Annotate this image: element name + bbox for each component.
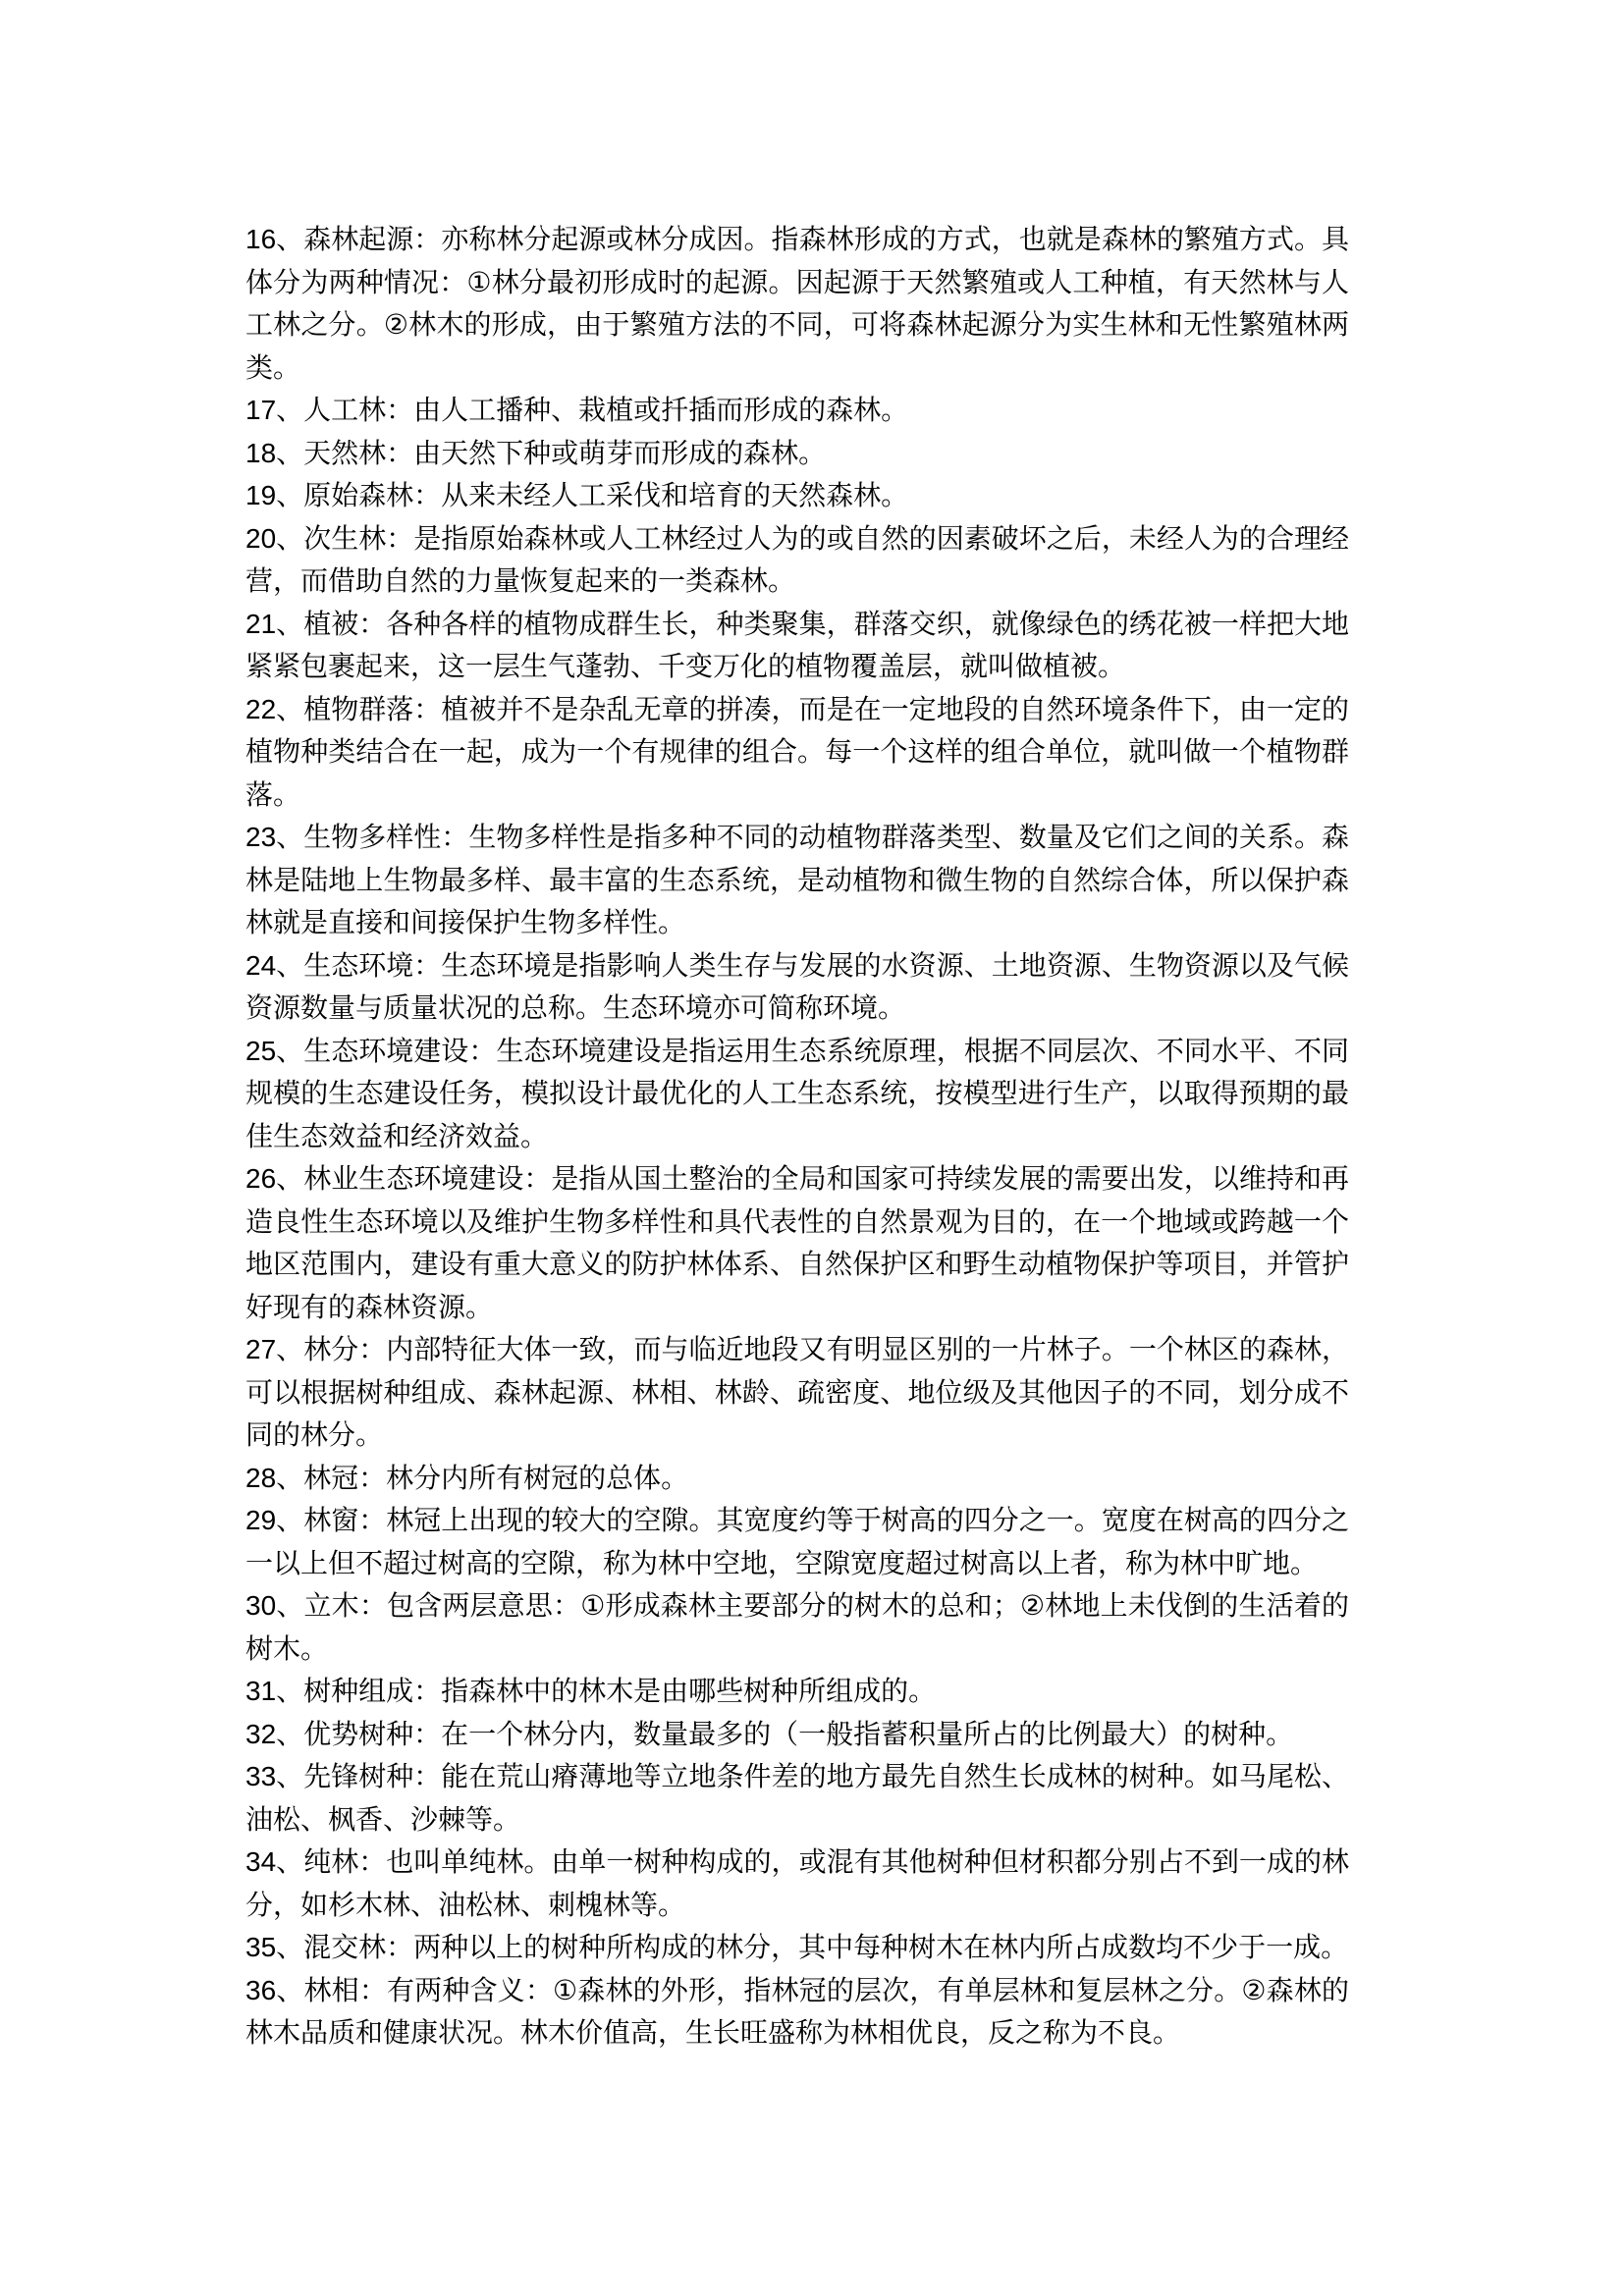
definition-item-20: 20、次生林：是指原始森林或人工林经过人为的或自然的因素破坏之后，未经人为的合理经营，而借助自然的力量恢复起来的一类森林。: [245, 522, 1349, 596]
definition-item-26: 26、林业生态环境建设：是指从国土整治的全局和国家可持续发展的需要出发，以维持和再造良性生态环境以及维护生物多样性和具代表性的自然景观为目的，在一个地域或跨越一个地区范围内，建设有重大意义的防护林体系、自然保护区和野生动植物保护等项目，并管护好现有的森林资源。: [245, 1163, 1349, 1322]
definition-item-36: 36、林相：有两种含义：①森林的外形，指林冠的层次，有单层林和复层林之分。②森林的林木品质和健康状况。林木价值高，生长旺盛称为林相优良，反之称为不良。: [245, 1974, 1349, 2048]
definition-item-28: 28、林冠：林分内所有树冠的总体。: [245, 1462, 689, 1493]
definition-item-33: 33、先锋树种：能在荒山瘠薄地等立地条件差的地方最先自然生长成林的树种。如马尾松、油松、枫香、沙棘等。: [245, 1761, 1349, 1835]
definition-item-29: 29、林窗：林冠上出现的较大的空隙。其宽度约等于树高的四分之一。宽度在树高的四分之一以上但不超过树高的空隙，称为林中空地，空隙宽度超过树高以上者，称为林中旷地。: [245, 1505, 1349, 1578]
definition-item-30: 30、立木：包含两层意思：①形成森林主要部分的树木的总和；②林地上未伐倒的生活着的树木。: [245, 1590, 1349, 1664]
definition-item-17: 17、人工林：由人工播种、栽植或扦插而形成的森林。: [245, 395, 909, 425]
definition-item-34: 34、纯林：也叫单纯林。由单一树种构成的，或混有其他树种但材积都分别占不到一成的林分，如杉木林、油松林、刺槐林等。: [245, 1846, 1349, 1920]
definition-item-21: 21、植被：各种各样的植物成群生长，种类聚集，群落交织，就像绿色的绣花被一样把大地紧紧包裹起来，这一层生气蓬勃、千变万化的植物覆盖层，就叫做植被。: [245, 608, 1349, 681]
definition-item-32: 32、优势树种：在一个林分内，数量最多的（一般指蓄积量所占的比例最大）的树种。: [245, 1718, 1294, 1749]
glossary-text-block: [245, 218, 1349, 2055]
definition-item-35: 35、混交林：两种以上的树种所构成的林分，其中每种树木在林内所占成数均不少于一成。: [245, 1932, 1349, 1962]
definition-item-23: 23、生物多样性：生物多样性是指多种不同的动植物群落类型、数量及它们之间的关系。森林是陆地上生物最多样、最丰富的生态系统，是动植物和微生物的自然综合体，所以保护森林就是直接和间接保护生物多样性。: [245, 822, 1349, 937]
definition-item-18: 18、天然林：由天然下种或萌芽而形成的森林。: [245, 437, 827, 468]
definition-item-22: 22、植物群落：植被并不是杂乱无章的拼凑，而是在一定地段的自然环境条件下，由一定的植物种类结合在一起，成为一个有规律的组合。每一个这样的组合单位，就叫做一个植物群落。: [245, 693, 1349, 810]
definition-item-27: 27、林分：内部特征大体一致，而与临近地段又有明显区别的一片林子。一个林区的森林，可以根据树种组成、森林起源、林相、林龄、疏密度、地位级及其他因子的不同，划分成不同的林分。: [245, 1334, 1349, 1450]
definition-item-24: 24、生态环境：生态环境是指影响人类生存与发展的水资源、土地资源、生物资源以及气候资源数量与质量状况的总称。生态环境亦可简称环境。: [245, 949, 1349, 1023]
definition-item-31: 31、树种组成：指森林中的林木是由哪些树种所组成的。: [245, 1676, 937, 1706]
definition-item-16: 16、森林起源：亦称林分起源或林分成因。指森林形成的方式，也就是森林的繁殖方式。具体分为两种情况：①林分最初形成时的起源。因起源于天然繁殖或人工种植，有天然林与人工林之分。②林木的形成，由于繁殖方法的不同，可将森林起源分为实生林和无性繁殖林两类。: [245, 224, 1349, 383]
definition-item-19: 19、原始森林：从来未经人工采伐和培育的天然森林。: [245, 480, 909, 510]
definition-item-25: 25、生态环境建设：生态环境建设是指运用生态系统原理，根据不同层次、不同水平、不同规模的生态建设任务，模拟设计最优化的人工生态系统，按模型进行生产，以取得预期的最佳生态效益和经济效益。: [245, 1035, 1349, 1151]
